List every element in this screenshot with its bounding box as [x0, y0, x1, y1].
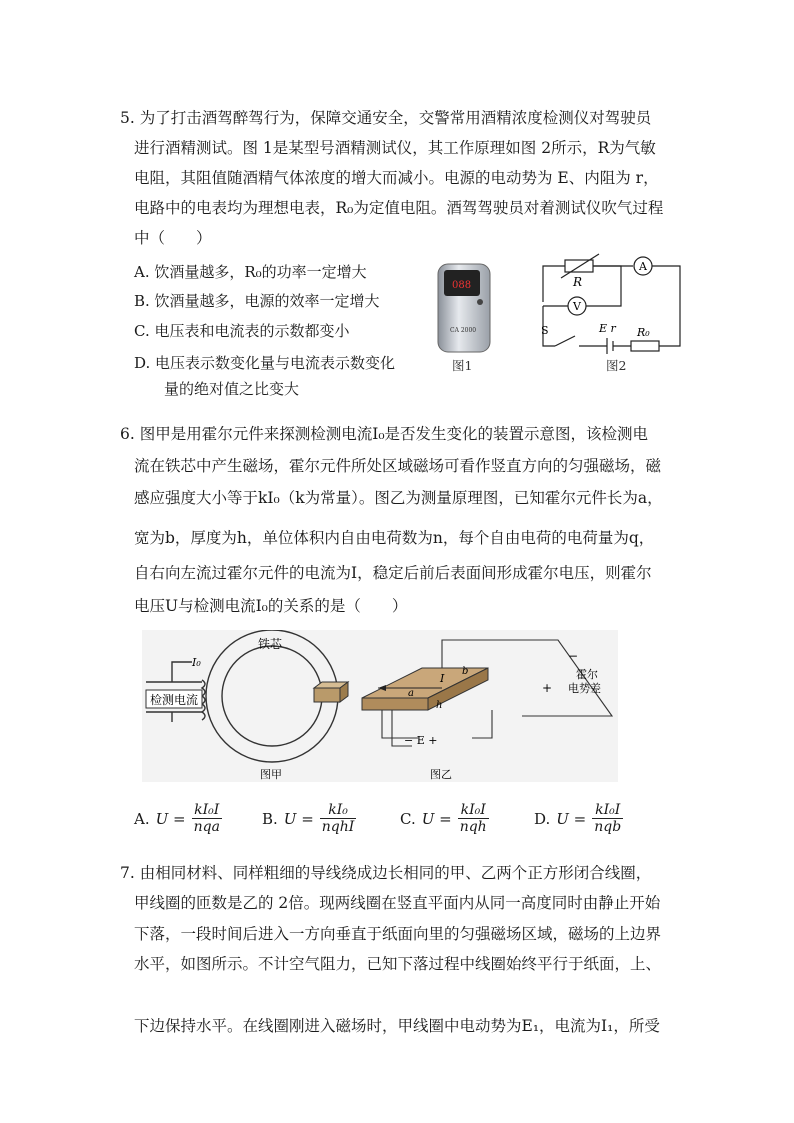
q6-line-1: 6. 图甲是用霍尔元件来探测检测电流I₀是否发生变化的装置示意图，该检测电 [120, 425, 649, 443]
q7-line-2: 甲线圈的匝数是乙的 2倍。现两线圈在竖直平面内从同一高度同时由静止开始 [134, 894, 661, 912]
hall-label-2: 电势差 [568, 682, 601, 695]
q5-line-3: 电阻，其阻值随酒精气体浓度的增大而减小。电源的电动势为 E、内阻为 r， [134, 169, 659, 187]
q6-answer-d: D. U = $\frac{\text{kI₀I}}{\text{nqb}}$ [534, 802, 622, 835]
q6-answer-a: A. U = $\frac{\text{kI₀I}}{\text{nqa}}$ [134, 802, 220, 835]
voltmeter-label: V [573, 300, 581, 313]
h-label: h [436, 700, 443, 711]
q6-line-5: 自右向左流过霍尔元件的电流为I，稳定后前后表面间形成霍尔电压，则霍尔 [134, 564, 652, 582]
r0-label: R₀ [637, 326, 650, 339]
i0-label: I₀ [192, 656, 201, 669]
q5-option-d: D. 电压表示数变化量与电流表示数变化 [134, 354, 396, 372]
q7-line-4: 水平，如图所示。不计空气阻力，已知下落过程中线圈始终平行于纸面，上、 [134, 955, 662, 973]
q7-line-1: 7. 由相同材料、同样粗细的导线绕成边长相同的甲、乙两个正方形闭合线圈， [120, 864, 652, 882]
fig-jia-caption: 图甲 [260, 768, 282, 781]
q5-option-a: A. 饮酒量越多，R₀的功率一定增大 [134, 263, 367, 281]
q6-answer-c: C. U = $\frac{\text{kI₀I}}{\text{nqh}}$ [400, 802, 487, 835]
hall-label-1: 霍尔 [576, 668, 598, 681]
q6-line-6: 电压U与检测电流I₀的关系的是（ ） [134, 597, 408, 615]
q5-line-1: 5. 为了打击酒驾醉驾行为，保障交通安全，交警常用酒精浓度检测仪对驾驶员 [120, 109, 652, 127]
q6-answer-b: B. U = $\frac{\text{kI₀}}{\text{nqhI}}$ [262, 802, 355, 835]
minus-sign: − [568, 649, 579, 663]
i-label: I [440, 672, 445, 685]
fig-yi-caption: 图乙 [430, 768, 452, 781]
q5-option-d-cont: 量的绝对值之比变大 [164, 380, 300, 398]
fig1-caption: 图1 [452, 358, 473, 373]
q5-line-2: 进行酒精测试。图 1是某型号酒精测试仪，其工作原理如图 2所示，R为气敏 [134, 139, 656, 157]
q7-line-3: 下落，一段时间后进入一方向垂直于纸面向里的匀强磁场区域，磁场的上边界 [134, 925, 662, 943]
display-digits: 088 [452, 280, 472, 291]
detect-current-label: 检测电流 [150, 693, 199, 707]
breathalyzer-figure [432, 262, 496, 354]
q6-line-2: 流在铁芯中产生磁场，霍尔元件所处区域磁场可看作竖直方向的匀强磁场，磁 [134, 457, 662, 475]
r-label: R [573, 275, 583, 289]
a-label: a [408, 688, 414, 699]
plus-sign: + [542, 681, 553, 695]
q6-line-3: 感应强度大小等于kI₀（k为常量）。图乙为测量原理图，已知霍尔元件长为a， [134, 489, 663, 507]
q5-line-5: 中（ ） [134, 229, 212, 247]
hall-effect-figure [142, 630, 618, 782]
q6-line-4: 宽为b，厚度为h，单位体积内自由电荷数为n，每个自由电荷的电荷量为q， [134, 529, 655, 547]
q7-line-5: 下边保持水平。在线圈刚进入磁场时，甲线圈中电动势为E₁，电流为I₁，所受 [134, 1017, 660, 1035]
switch-label: S [541, 324, 549, 337]
fig2-caption: 图2 [606, 358, 627, 373]
iron-core-label: 铁芯 [258, 637, 283, 651]
q5-option-c: C. 电压表和电流表的示数都变小 [134, 322, 350, 340]
q5-line-4: 电路中的电表均为理想电表，R₀为定值电阻。酒驾驾驶员对着测试仪吹气过程 [134, 199, 664, 217]
device-model-label: CA 2000 [450, 327, 477, 334]
ammeter-label: A [639, 260, 647, 273]
b-label: b [462, 666, 469, 677]
q5-option-b: B. 饮酒量越多，电源的效率一定增大 [134, 292, 380, 310]
e-label: − E + [404, 734, 438, 747]
circuit-figure [535, 250, 685, 360]
source-label: E r [599, 322, 616, 335]
